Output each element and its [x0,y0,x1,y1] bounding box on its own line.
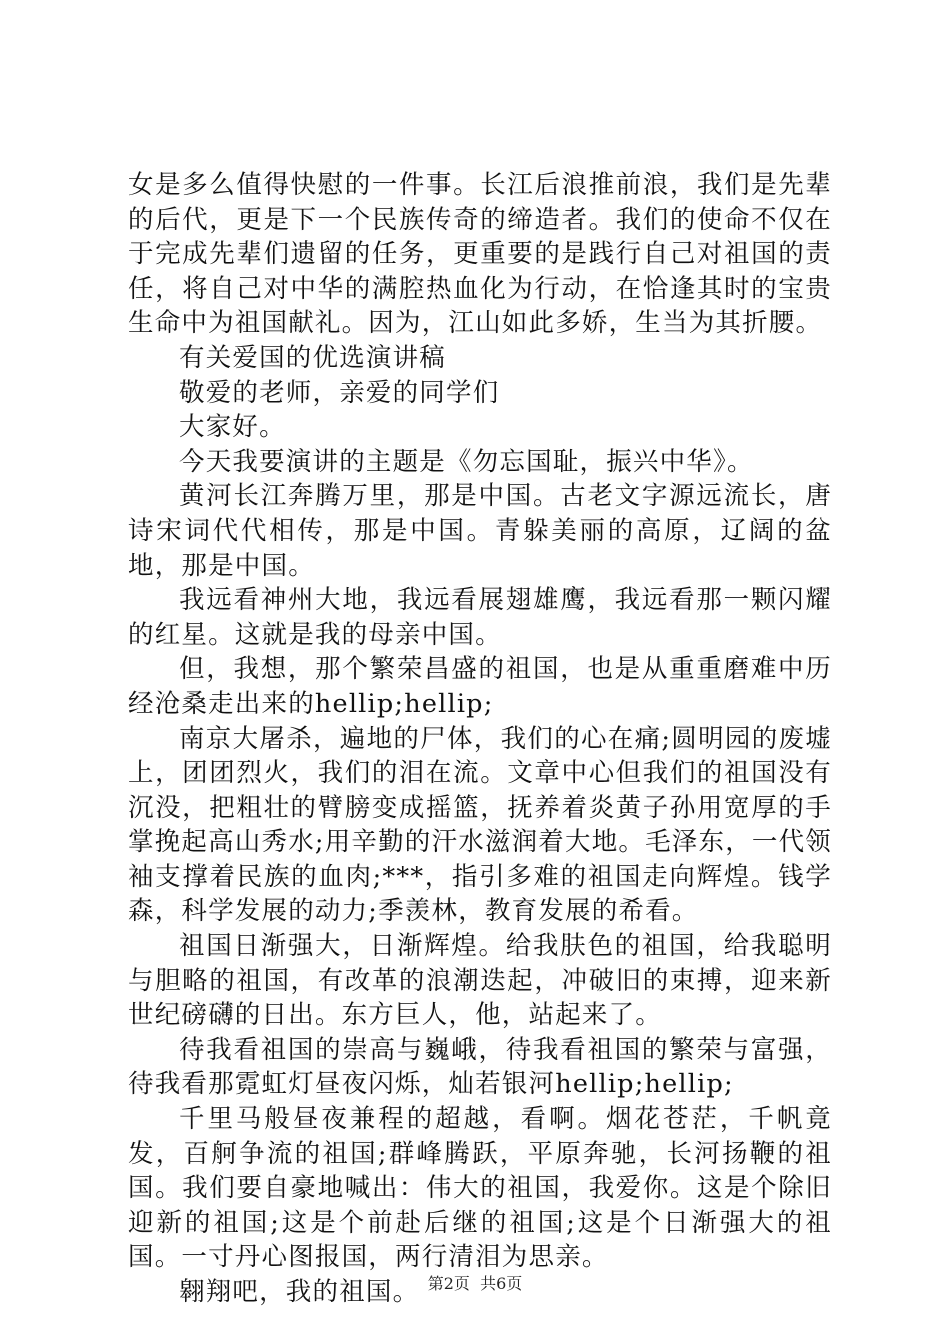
page-number: 第2页 [427,1274,470,1293]
paragraph: 今天我要演讲的主题是《勿忘国耻，振兴中华》。 [179,446,754,477]
paragraph: 南京大屠杀，遍地的尸体，我们的心在痛;圆明园的废墟上，团团烈火，我们的泪在流。文章中心但我们的祖国没有沉没，把粗壮的臂膀变成摇篮，抚养着炎黄子孙用宽厚的手掌挽起高山秀水;用辛勤的汗水滋润着大地。毛泽东，一代领袖支撑着民族的血肉;***，指引多难的祖国走向辉煌。钱学森，科学发展的动力;季羡林，教育发展的希看。 [128,723,832,927]
page-total: 共6页 [480,1274,523,1293]
paragraph: 我远看神州大地，我远看展翅雄鹰，我远看那一颗闪耀的红星。这就是我的母亲中国。 [128,585,832,650]
document-body [128,168,832,1310]
paragraph: 但，我想，那个繁荣昌盛的祖国，也是从重重磨难中历经沧桑走出来的hellip;hellip; [128,654,832,719]
paragraph: 待我看祖国的崇高与巍峨，待我看祖国的繁荣与富强，待我看那霓虹灯昼夜闪烁，灿若银河hellip;hellip; [128,1034,832,1100]
paragraph: 千里马般昼夜兼程的超越，看啊。烟花苍茫，千帆竟发，百舸争流的祖国;群峰腾跃，平原奔驰，长河扬鞭的祖国。我们要自豪地喊出：伟大的祖国，我爱你。这是个除旧迎新的祖国;这是个前赴后继的祖国;这是个日渐强大的祖国。一寸丹心图报国，两行清泪为思亲。 [128,1104,832,1273]
paragraph: 大家好。 [179,412,286,443]
paragraph: 有关爱国的优选演讲稿 [179,342,447,373]
paragraph: 祖国日渐强大，日渐辉煌。给我肤色的祖国，给我聪明与胆略的祖国，有改革的浪潮迭起，冲破旧的束搏，迎来新世纪磅礴的日出。东方巨人，他，站起来了。 [128,931,832,1031]
page-footer [0,1274,950,1294]
paragraph: 黄河长江奔腾万里，那是中国。古老文字源远流长，唐诗宋词代代相传，那是中国。青躲美丽的高原，辽阔的盆地，那是中国。 [128,481,832,581]
paragraph: 女是多么值得快慰的一件事。长江后浪推前浪，我们是先辈的后代，更是下一个民族传奇的缔造者。我们的使命不仅在于完成先辈们遗留的任务，更重要的是践行自己对祖国的责任，将自己对中华的满腔热血化为行动，在恰逢其时的宝贵生命中为祖国献礼。因为，江山如此多娇，生当为其折腰。 [128,170,832,339]
paragraph: 敬爱的老师，亲爱的同学们 [179,377,500,408]
paragraph: 翱翔吧，我的祖国。 [179,1277,420,1307]
